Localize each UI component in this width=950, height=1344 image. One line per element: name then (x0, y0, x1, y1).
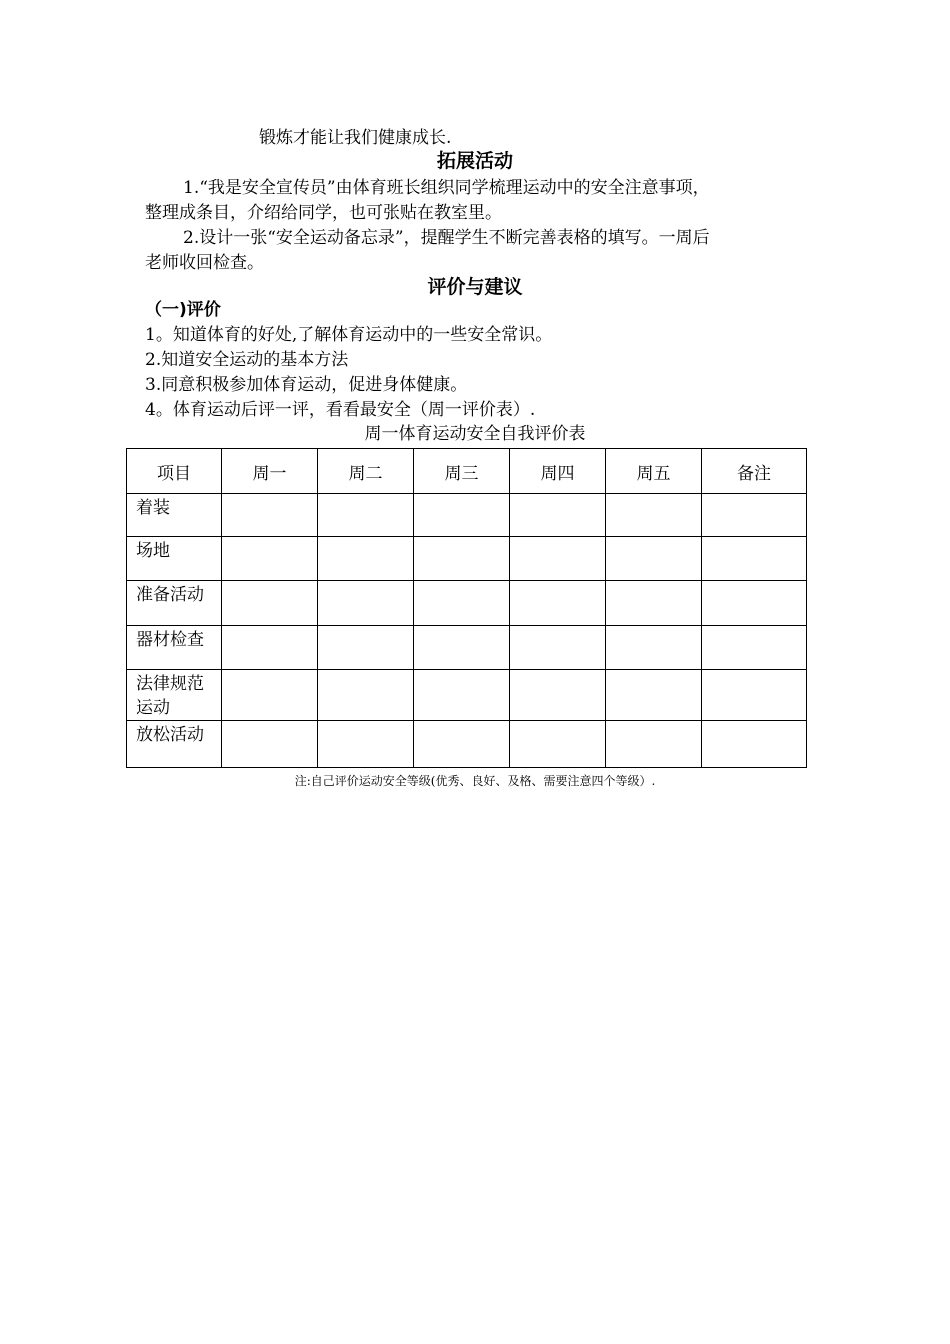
table-cell (318, 581, 414, 626)
table-cell (414, 581, 510, 626)
extension-heading: 拓展活动 (436, 150, 513, 172)
table-cell (606, 670, 702, 721)
table-cell (510, 494, 606, 537)
row-label (127, 670, 222, 721)
table-cell (222, 537, 318, 581)
table-row (127, 626, 807, 670)
table-cell (222, 670, 318, 721)
table-cell (510, 581, 606, 626)
table-cell (414, 670, 510, 721)
evaluation-item-3: 3.同意积极参加体育运动，促进身体健康。 (145, 375, 468, 395)
table-cell (414, 494, 510, 537)
table-row (127, 581, 807, 626)
table-caption: 周一体育运动安全自我评价表 (364, 424, 586, 444)
table-cell (606, 721, 702, 768)
table-cell (222, 494, 318, 537)
table-cell (702, 494, 807, 537)
extension-item-2-line-2: 老师收回检查。 (145, 253, 264, 273)
table-cell (702, 721, 807, 768)
intro-line: 锻炼才能让我们健康成长. (259, 128, 452, 148)
table-cell (606, 626, 702, 670)
row-label (127, 494, 222, 537)
row-label (127, 537, 222, 581)
table-cell (414, 537, 510, 581)
table-cell (222, 721, 318, 768)
table-cell (318, 670, 414, 721)
table-row (127, 721, 807, 768)
table-cell (318, 494, 414, 537)
table-cell (702, 670, 807, 721)
row-label (127, 581, 222, 626)
row-label-line: 运动 (136, 698, 170, 718)
header-wednesday: 周三 (414, 449, 510, 494)
header-remarks: 备注 (702, 449, 807, 494)
table-cell (510, 537, 606, 581)
table-cell (414, 721, 510, 768)
evaluation-heading: 评价与建议 (427, 276, 523, 298)
table-cell (318, 626, 414, 670)
header-tuesday: 周二 (318, 449, 414, 494)
row-label-line: 着装 (136, 498, 170, 518)
table-row (127, 494, 807, 537)
self-evaluation-table (126, 448, 807, 768)
table-row (127, 537, 807, 581)
table-cell (606, 581, 702, 626)
table-cell (702, 626, 807, 670)
extension-item-1-line-2: 整理成条目，介绍给同学，也可张贴在教室里。 (145, 203, 502, 223)
evaluation-item-2: 2.知道安全运动的基本方法 (145, 350, 349, 370)
header-item: 项目 (127, 449, 222, 494)
extension-item-2-line-1: 2.设计一张“安全运动备忘录”，提醒学生不断完善表格的填写。一周后 (183, 228, 710, 248)
table-cell (510, 626, 606, 670)
table-row (127, 670, 807, 721)
table-cell (606, 494, 702, 537)
table-cell (702, 581, 807, 626)
table-cell (222, 581, 318, 626)
table-cell (510, 721, 606, 768)
row-label-line: 准备活动 (136, 585, 204, 605)
table-cell (318, 537, 414, 581)
row-label-line: 放松活动 (136, 725, 204, 745)
row-label (127, 721, 222, 768)
table-cell (318, 721, 414, 768)
table-cell (414, 626, 510, 670)
header-friday: 周五 (606, 449, 702, 494)
row-label-line: 法律规范 (136, 674, 204, 694)
evaluation-item-4: 4。体育运动后评一评，看看最安全（周一评价表）. (145, 400, 536, 420)
evaluation-subheading: （一)评价 (145, 300, 221, 320)
table-cell (606, 537, 702, 581)
evaluation-item-1: 1。知道体育的好处,了解体育运动中的一些安全常识。 (145, 325, 553, 345)
table-cell (510, 670, 606, 721)
extension-item-1-line-1: 1.“我是安全宣传员”由体育班长组织同学梳理运动中的安全注意事项， (183, 178, 710, 198)
row-label-line: 场地 (136, 541, 170, 561)
row-label-line: 器材检查 (136, 630, 204, 650)
table-header-row (127, 449, 807, 494)
table-cell (702, 537, 807, 581)
header-monday: 周一 (222, 449, 318, 494)
row-label (127, 626, 222, 670)
table-note: 注:自己评价运动安全等级(优秀、良好、及格、需要注意四个等级）. (294, 774, 656, 788)
header-thursday: 周四 (510, 449, 606, 494)
table-cell (222, 626, 318, 670)
